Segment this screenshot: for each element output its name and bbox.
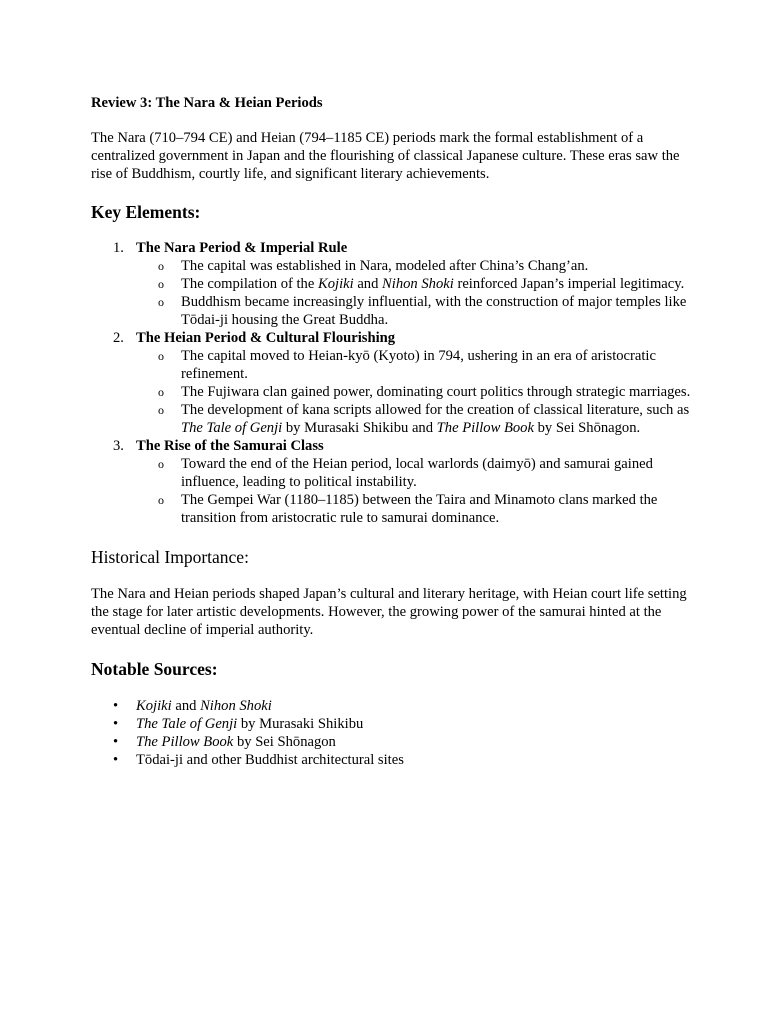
historical-importance-heading: Historical Importance:	[91, 547, 249, 567]
document-page	[91, 94, 691, 769]
sub-list-item	[136, 275, 691, 293]
sub-list	[136, 455, 691, 527]
sub-item-text: The Gempei War (1180–1185) between the Taira and Minamoto clans marked the transition from aristocratic rule to samurai dominance.	[181, 492, 658, 526]
element-title: The Nara Period & Imperial Rule	[136, 240, 348, 256]
intro-paragraph: The Nara (710–794 CE) and Heian (794–1185 CE) periods mark the formal establishment of a centralized government in Japan and the flourishing of classical Japanese culture. These eras saw the rise of Buddhism, courtly life, and significant literary achievements.	[91, 130, 680, 182]
circle-bullet-icon: o	[158, 385, 164, 399]
key-elements-list	[91, 239, 691, 527]
key-elements-heading: Key Elements:	[91, 202, 201, 222]
sub-item-text: The compilation of the Kojiki and Nihon Shoki reinforced Japan’s imperial legitimacy.	[181, 276, 685, 292]
list-number: 3.	[113, 438, 124, 454]
sub-list-item	[136, 257, 691, 275]
element-title: The Heian Period & Cultural Flourishing	[136, 330, 396, 346]
sub-list-item	[136, 383, 691, 401]
list-item	[91, 329, 691, 437]
list-item: • Tōdai-ji and other Buddhist architectural sites	[113, 752, 404, 768]
circle-bullet-icon: o	[158, 403, 164, 417]
circle-bullet-icon: o	[158, 457, 164, 471]
sub-item-text: The Fujiwara clan gained power, dominating court politics through strategic marriages.	[181, 384, 691, 400]
element-title: The Rise of the Samurai Class	[136, 438, 324, 454]
list-item: • The Tale of Genji by Murasaki Shikibu	[113, 716, 364, 732]
document-title: Review 3: The Nara & Heian Periods	[91, 95, 323, 111]
bullet-icon: •	[113, 698, 119, 714]
sub-list-item	[136, 401, 691, 437]
sub-list-item	[136, 455, 691, 491]
sub-list-item	[136, 491, 691, 527]
sub-list	[136, 347, 691, 437]
sub-list-item	[136, 293, 691, 329]
circle-bullet-icon: o	[158, 259, 164, 273]
sub-list	[136, 257, 691, 329]
list-number: 2.	[113, 330, 124, 346]
bullet-icon: •	[113, 752, 119, 768]
bullet-icon: •	[113, 734, 119, 750]
sub-item-text: Toward the end of the Heian period, local warlords (daimyō) and samurai gained influence, leading to political instability.	[181, 456, 653, 490]
list-item: • Kojiki and Nihon Shoki	[113, 698, 272, 714]
sub-item-text: Buddhism became increasingly influential, with the construction of major temples like Tōdai-ji housing the Great Buddha.	[181, 294, 687, 328]
bullet-icon: •	[113, 716, 119, 732]
notable-sources-list	[91, 697, 691, 769]
circle-bullet-icon: o	[158, 349, 164, 363]
list-item	[91, 239, 691, 329]
sub-item-text: The development of kana scripts allowed for the creation of classical literature, such as The Tale of Genji by Murasaki Shikibu and The Pillow Book by Sei Shōnagon.	[181, 402, 690, 436]
sub-list-item	[136, 347, 691, 383]
historical-importance-paragraph: The Nara and Heian periods shaped Japan’s cultural and literary heritage, with Heian court life setting the stage for later artistic developments. However, the growing power of the samurai hinted at the eventual decline of imperial authority.	[91, 586, 687, 638]
notable-sources-heading: Notable Sources:	[91, 659, 218, 679]
list-item	[91, 437, 691, 527]
circle-bullet-icon: o	[158, 295, 164, 309]
circle-bullet-icon: o	[158, 493, 164, 507]
list-number: 1.	[113, 240, 124, 256]
circle-bullet-icon: o	[158, 277, 164, 291]
list-item: • The Pillow Book by Sei Shōnagon	[113, 734, 336, 750]
sub-item-text: The capital moved to Heian-kyō (Kyoto) in 794, ushering in an era of aristocratic refinement.	[181, 348, 656, 382]
sub-item-text: The capital was established in Nara, modeled after China’s Chang’an.	[181, 258, 589, 274]
